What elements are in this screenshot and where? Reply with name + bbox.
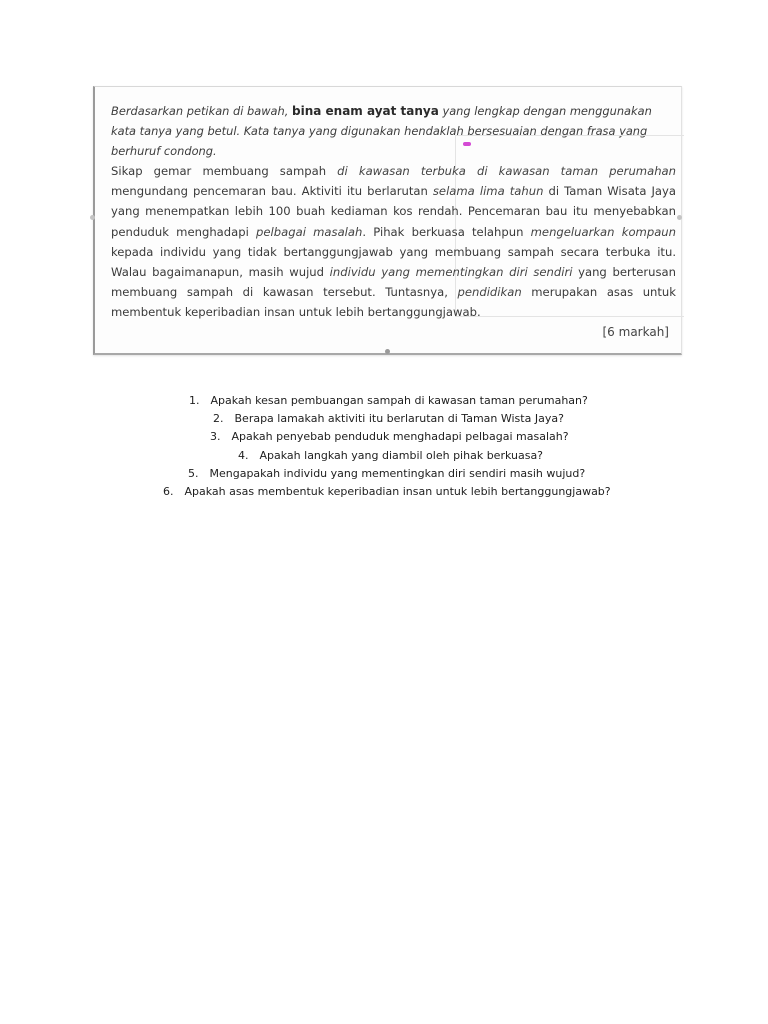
instruction-text: Berdasarkan petikan di bawah, bina enam ayat tanya yang lengkap dengan menggunakan kata tanya yang betul. Kata tanya yang digunakan hendaklah bersesuaian dengan frasa yang berhuruf condong.	[111, 104, 652, 158]
passage-screenshot-card	[93, 86, 682, 355]
marks-label: [6 markah]	[602, 325, 669, 339]
list-item: 5. Mengapakah individu yang mementingkan diri sendiri masih wujud?	[188, 466, 586, 480]
list-item: 4. Apakah langkah yang diambil oleh pihak berkuasa?	[238, 448, 544, 462]
left-handle-dot	[90, 215, 95, 220]
instruction-bold: bina enam ayat tanya	[292, 104, 439, 118]
pink-marker	[463, 142, 471, 146]
list-item: 3. Apakah penyebab penduduk menghadapi pelbagai masalah?	[210, 430, 569, 444]
bottom-handle-dot	[385, 349, 390, 354]
question-list	[0, 392, 768, 501]
passage-text: Sikap gemar membuang sampah di kawasan terbuka di kawasan taman perumahan mengundang pencemaran bau. Aktiviti itu berlarutan selama lima tahun di Taman Wisata Jaya yang menempatkan lebih 100 buah kediaman kos rendah. Pencemaran bau itu menyebabkan penduduk menghadapi pelbagai masalah. Pihak berkuasa telahpun mengeluarkan kompaun kepada individu yang tidak bertanggungjawab yang membuang sampah secara terbuka itu. Walau bagaimanapun, masih wujud individu yang mementingkan diri sendiri yang berterusan membuang sampah di kawasan tersebut. Tuntasnya, pendidikan merupakan asas untuk membentuk keperibadian insan untuk lebih bertanggungjawab.	[111, 164, 677, 320]
list-item: 1. Apakah kesan pembuangan sampah di kawasan taman perumahan?	[189, 394, 588, 407]
right-handle-dot	[677, 215, 682, 220]
list-item: 2. Berapa lamakah aktiviti itu berlarutan di Taman Wista Jaya?	[213, 412, 564, 426]
list-item: 6. Apakah asas membentuk keperibadian insan untuk lebih bertanggungjawab?	[163, 485, 611, 499]
